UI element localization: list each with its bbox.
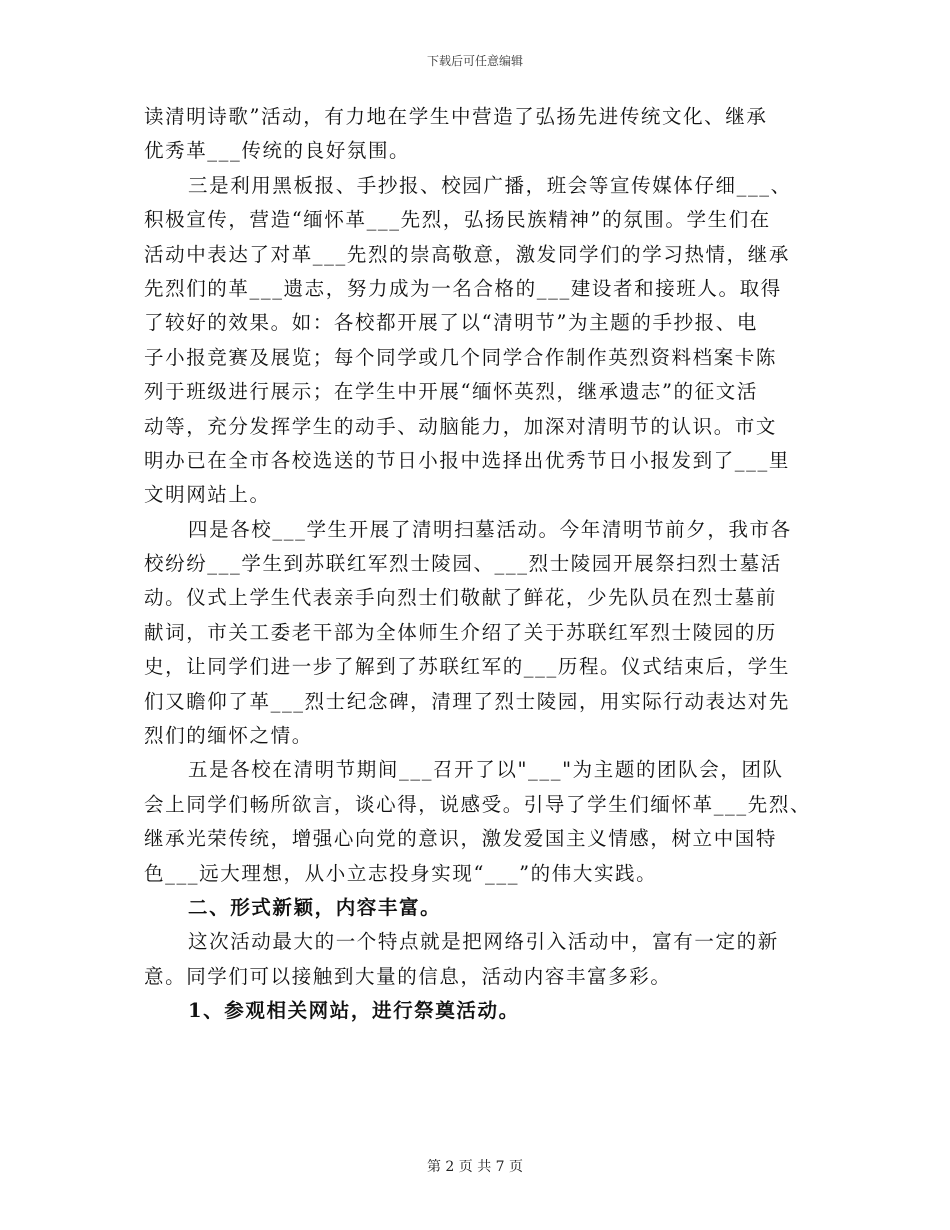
text-line: 史，让同学们进一步了解到了苏联红军的___历程。仪式结束后，学生 (144, 655, 790, 679)
section-heading-line: 二、形式新颖，内容丰富。 (188, 895, 442, 919)
text-line: 继承光荣传统，增强心向党的意识，激发爱国主义情感，树立中国特 (144, 827, 778, 851)
page-footer: 第 2 页 共 7 页 (426, 1159, 524, 1175)
text-line: 子小报竞赛及展览；每个同学或几个同学合作制作英烈资料档案卡陈 (144, 345, 778, 369)
text-line: 文明网站上。 (144, 483, 271, 507)
text-line: 动。仪式上学生代表亲手向烈士们敬献了鲜花，少先队员在烈士墓前 (144, 586, 778, 610)
text-line: 五是各校在清明节期间___召开了以"___"为主题的团队会，团队 (188, 758, 784, 782)
text-line: 活动中表达了对革___先烈的崇高敬意，激发同学们的学习热情，继承 (144, 242, 790, 266)
text-line: 动等，充分发挥学生的动手、动脑能力，加深对清明节的认识。市文 (144, 414, 778, 438)
text-line: 意。同学们可以接触到大量的信息，活动内容丰富多彩。 (144, 964, 672, 988)
text-line: 们又瞻仰了革___烈士纪念碑，清理了烈士陵园，用实际行动表达对先 (144, 689, 790, 713)
text-line: 积极宣传，营造“缅怀革___先烈，弘扬民族精神”的氛围。学生们在 (144, 208, 771, 232)
page-header: 下载后可任意编辑 (426, 54, 523, 68)
text-line: 明办已在全市各校选送的节日小报中选择出优秀节日小报发到了___里 (144, 448, 790, 472)
text-line: 优秀革___传统的良好氛围。 (144, 139, 411, 163)
text-line: 会上同学们畅所欲言，谈心得，说感受。引导了学生们缅怀革___先烈、 (144, 792, 812, 816)
text-line: 了较好的效果。如：各校都开展了以“清明节”为主题的手抄报、电 (144, 311, 758, 335)
text-line: 三是利用黑板报、手抄报、校园广播，班会等宣传媒体仔细___、 (188, 173, 792, 197)
document-body (144, 100, 814, 1029)
text-line: 读清明诗歌”活动，有力地在学生中营造了弘扬先进传统文化、继承 (144, 105, 768, 128)
text-line: 校纷纷___学生到苏联红军烈士陵园、___烈士陵园开展祭扫烈士墓活 (144, 552, 782, 576)
text-line: 献词，市关工委老干部为全体师生介绍了关于苏联红军烈士陵园的历 (144, 620, 778, 644)
text-line: 色___远大理想，从小立志投身实现“___”的伟大实践。 (144, 861, 658, 885)
text-line: 四是各校___学生开展了清明扫墓活动。今年清明节前夕，我市各 (188, 517, 792, 541)
text-line: 列于班级进行展示；在学生中开展“缅怀英烈，继承遗志”的征文活 (144, 380, 758, 404)
text-line: 这次活动最大的一个特点就是把网络引入活动中，富有一定的新 (188, 930, 779, 954)
text-line: 先烈们的革___遗志，努力成为一名合格的___建设者和接班人。取得 (144, 276, 782, 300)
section-heading-line: 1、参观相关网站，进行祭奠活动。 (188, 999, 520, 1023)
text-line: 烈们的缅怀之情。 (144, 724, 313, 748)
